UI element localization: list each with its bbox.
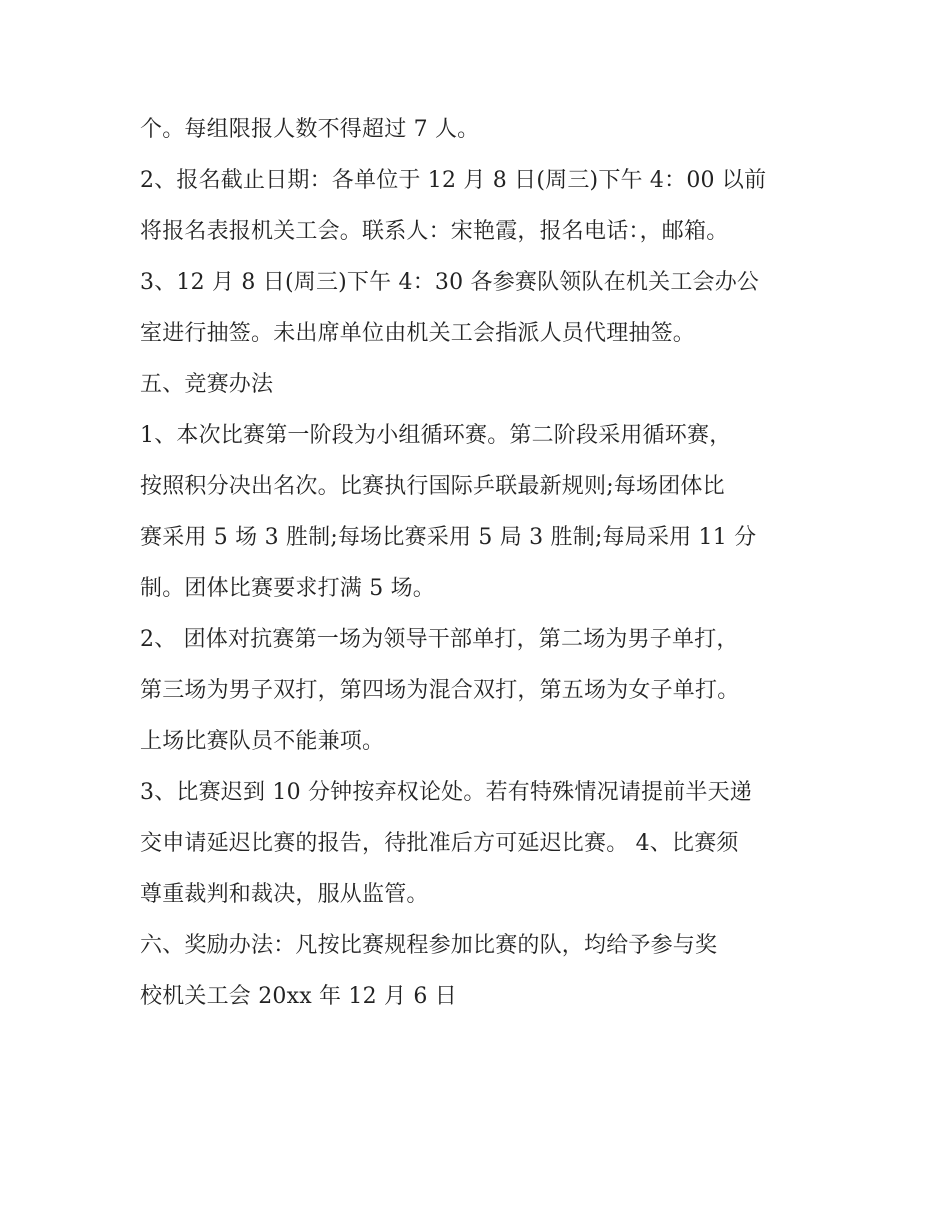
text-line: 1、本次比赛第一阶段为小组循环赛。第二阶段采用循环赛， [140, 423, 732, 448]
text-line: 个。每组限报人数不得超过 7 人。 [140, 117, 480, 142]
text-line: 室进行抽签。未出席单位由机关工会指派人员代理抽签。 [140, 321, 696, 346]
text-line: 将报名表报机关工会。联系人：宋艳霞，报名电话：，邮箱。 [140, 219, 729, 244]
text-line: 2、报名截止日期：各单位于 12 月 8 日(周三)下午 4：00 以前 [140, 168, 767, 193]
text-line: 3、12 月 8 日(周三)下午 4：30 各参赛队领队在机关工会办公 [140, 270, 760, 295]
text-line: 尊重裁判和裁决，服从监管。 [140, 882, 429, 907]
text-line: 3、比赛迟到 10 分钟按弃权论处。若有特殊情况请提前半天递 [140, 780, 752, 805]
text-line: 2、 团体对抗赛第一场为领导干部单打，第二场为男子单打， [140, 627, 739, 652]
section-heading: 五、竞赛办法 [140, 372, 274, 397]
section-heading: 六、奖励办法：凡按比赛规程参加比赛的队，均给予参与奖 [140, 933, 718, 958]
text-line: 交申请延迟比赛的报告，待批准后方可延迟比赛。 4、比赛须 [140, 831, 739, 856]
text-line: 赛采用 5 场 3 胜制;每场比赛采用 5 局 3 胜制;每局采用 11 分 [140, 525, 757, 550]
signature-line: 校机关工会 20xx 年 12 月 6 日 [140, 984, 457, 1009]
document-body [140, 104, 820, 1022]
text-line: 第三场为男子双打，第四场为混合双打，第五场为女子单打。 [140, 678, 740, 703]
text-line: 制。团体比赛要求打满 5 场。 [140, 576, 435, 601]
text-line: 按照积分决出名次。比赛执行国际乒联最新规则;每场团体比 [140, 474, 725, 499]
text-line: 上场比赛队员不能兼项。 [140, 729, 385, 754]
